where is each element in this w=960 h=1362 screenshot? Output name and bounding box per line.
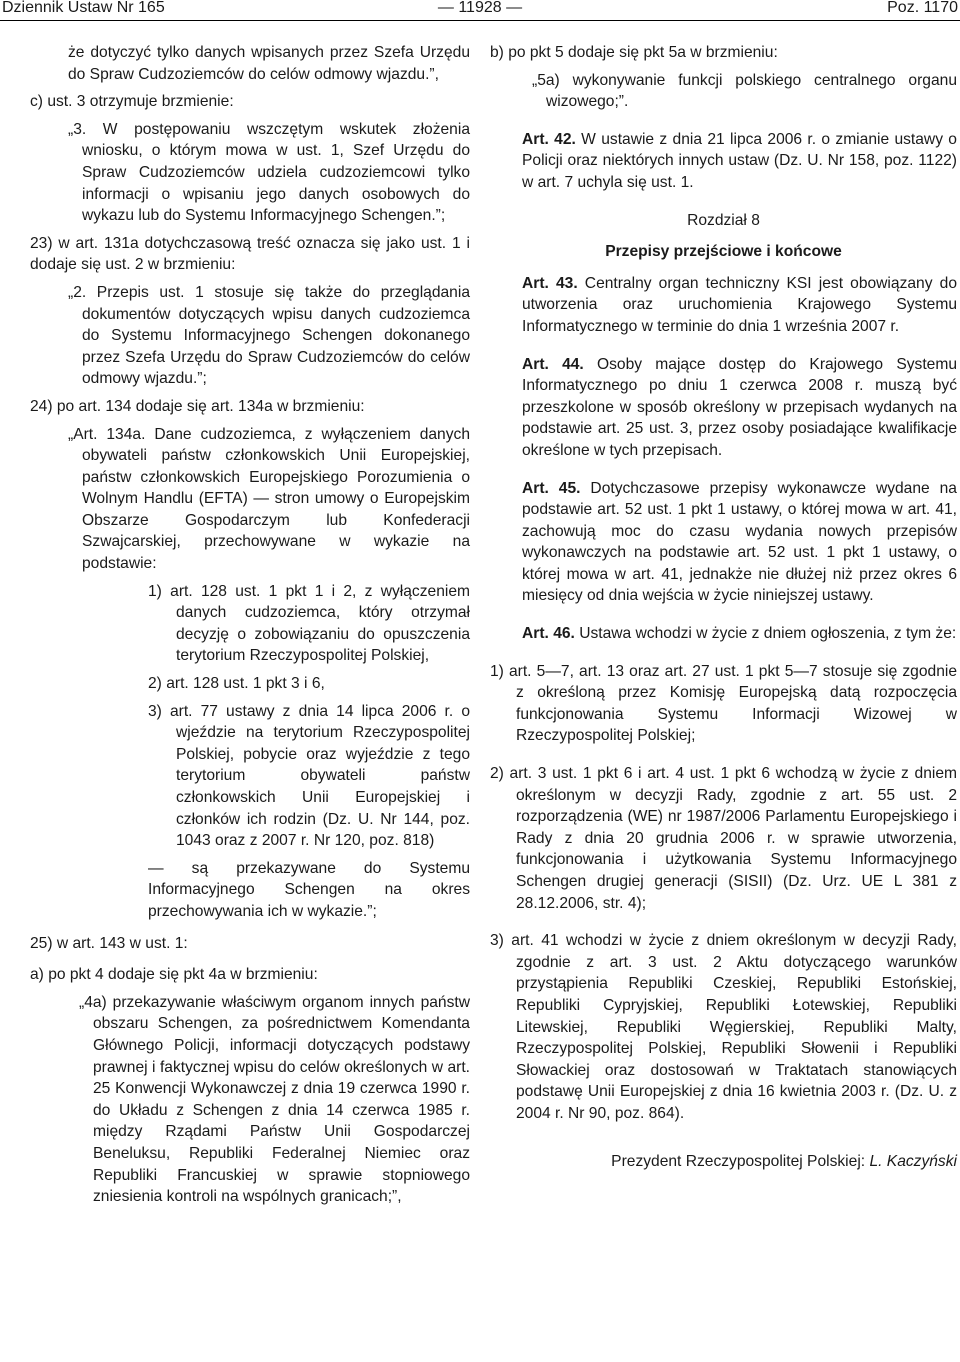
list-item: 1) art. 128 ust. 1 pkt 1 i 2, z wyłączeniem danych cudzoziemca, który otrzymał decyzję o zobowiązaniu do opuszczenia terytorium Rzeczypospolitej Polskiej, bbox=[148, 582, 470, 665]
page-number: — 11928 — bbox=[437, 0, 523, 16]
article-heading: Art. 46. bbox=[522, 625, 575, 643]
article-heading: Art. 42. bbox=[522, 130, 576, 148]
article-text: Centralny organ techniczny KSI jest obowiązany do utworzenia oraz uruchomienia Krajowego Systemu Informatycznego w terminie do dnia 1 września 2007 r. bbox=[522, 274, 957, 335]
article-text: W ustawie z dnia 21 lipca 2006 r. o zmianie ustawy o Policji oraz niektórych innych ustaw (Dz. U. Nr 158, poz. 1122) w art. 7 uchyla się ust. 1. bbox=[522, 130, 957, 191]
position-number: Poz. 1170 bbox=[887, 0, 958, 16]
article-42 bbox=[490, 129, 957, 194]
paragraph: 24) po art. 134 dodaje się art. 134a w brzmieniu: bbox=[30, 397, 365, 415]
signature-name: L. Kaczyński bbox=[869, 1152, 957, 1170]
list-item: 2) art. 128 ust. 1 pkt 3 i 6, bbox=[148, 675, 325, 693]
list-item: 3) art. 77 ustawy z dnia 14 lipca 2006 r. o wjeździe na terytorium Rzeczypospolitej Polskiej, pobycie oraz wyjeździe z tego terytorium obywateli państw członkowskich Unii Europejskiej i członków ich rodzin (Dz. U. Nr 144, poz. 1043 oraz z 2007 r. Nr 120, poz. 818) bbox=[148, 702, 470, 850]
article-heading: Art. 45. bbox=[522, 479, 581, 497]
paragraph: c) ust. 3 otrzymuje brzmienie: bbox=[30, 93, 234, 111]
paragraph: „5a) wykonywanie funkcji polskiego centralnego organu wizowego;”. bbox=[532, 71, 957, 111]
signature bbox=[490, 1151, 957, 1173]
list-item: 2) art. 3 ust. 1 pkt 6 i art. 4 ust. 1 pkt 6 wchodzą w życie z dniem określonym w decyzji Rady, zgodnie z art. 55 ust. 2 rozporządzenia (WE) nr 1987/2006 Parlamentu Europejskiego i Rady z dnia 20 grudnia 2006 r. w sprawie utworzenia, funkcjonowania i użytkowania Systemu Informacyjnego Schengen drugiej generacji (SISII) (Dz. Urz. UE L 381 z 28.12.2006, str. 4); bbox=[490, 765, 957, 912]
chapter-title: Przepisy przejściowe i końcowe bbox=[605, 243, 842, 261]
paragraph: a) po pkt 4 dodaje się pkt 4a w brzmieniu: bbox=[30, 966, 318, 984]
paragraph: 25) w art. 143 w ust. 1: bbox=[30, 934, 188, 952]
article-43 bbox=[490, 273, 957, 338]
list-item: 3) art. 41 wchodzi w życie z dniem określonym w decyzji Rady, zgodnie z art. 3 ust. 2 Aktu dotyczącego warunków przystąpienia Republiki Czeskiej, Republiki Estońskiej, Republiki Cypryjskiej, Republiki Łotewskiej, Republiki Litewskiej, Republiki Węgierskiej, Republiki Malty, Rzeczypospolitej Polskiej, Republiki Słowenii i Republiki Słowackiej oraz dostosowań w Traktatach stanowiących podstawę Unii Europejskiej z dnia 16 kwietnia 2003 r. (Dz. U. z 2004 r. Nr 90, poz. 864). bbox=[490, 932, 957, 1122]
right-column bbox=[490, 42, 957, 1172]
paragraph: b) po pkt 5 dodaje się pkt 5a w brzmieniu: bbox=[490, 44, 778, 61]
list-item: 1) art. 5—7, art. 13 oraz art. 27 ust. 1 pkt 5—7 stosuje się zgodnie z określoną przez Komisję Europejską datą rozpoczęcia funkcjonowania Systemu Informacji Wizowej w Rzeczypospolitej Polskiej; bbox=[490, 662, 957, 745]
header-divider bbox=[0, 20, 960, 21]
article-text: Ustawa wchodzi w życie z dniem ogłoszenia, z tym że: bbox=[574, 625, 957, 643]
paragraph: „3. W postępowaniu wszczętym wskutek złożenia wniosku, o którym mowa w ust. 1, Szef Urzędu do Spraw Cudzoziemców udziela cudzoziemcowi tylko informacji o wpisaniu jego danych osobowych do wykazu lub do Systemu Informacyjnego Schengen.”; bbox=[68, 120, 470, 225]
page-header bbox=[0, 0, 960, 20]
article-44 bbox=[490, 354, 957, 462]
paragraph: „2. Przepis ust. 1 stosuje się także do przeglądania dokumentów dotyczących wpisu danych cudzoziemca do Systemu Informacyjnego Schengen dokonanego przez Szefa Urzędu do Spraw Cudzoziemców do celów odmowy wjazdu.”; bbox=[68, 283, 470, 388]
article-heading: Art. 44. bbox=[522, 355, 584, 373]
paragraph: 23) w art. 131a dotychczasową treść oznacza się jako ust. 1 i dodaje się ust. 2 w brzmieniu: bbox=[30, 234, 470, 274]
signature-label: Prezydent Rzeczypospolitej Polskiej: bbox=[611, 1152, 870, 1170]
article-46 bbox=[490, 623, 957, 645]
article-text: Dotychczasowe przepisy wykonawcze wydane na podstawie art. 52 ust. 1 pkt 1 ustawy, o której mowa w art. 41, zachowują moc do czasu wydania nowych przepisów wykonawczych na podstawie art. 52 ust. 1 pkt 1 ustawy, o której mowa w art. 41, jednakże nie dłużej niż przez okres 6 miesięcy od dnia wejścia w życie niniejszej ustawy. bbox=[522, 479, 957, 605]
left-column bbox=[30, 42, 470, 1208]
article-text: Osoby mające dostęp do Krajowego Systemu Informatycznego po dniu 1 czerwca 2008 r. muszą być przeszkolone w sposób określony w przepisach wydanych na podstawie art. 25 ust. 3, przez osoby posiadające kwalifikacje określone w tych przepisach. bbox=[522, 355, 957, 459]
journal-title: Dziennik Ustaw Nr 165 bbox=[2, 0, 165, 16]
article-45 bbox=[490, 478, 957, 608]
paragraph: „Art. 134a. Dane cudzoziemca, z wyłączeniem danych obywateli państw członkowskich Unii Europejskiej, państw członkowskich Europejskiego Porozumienia o Wolnym Handlu (EFTA) — stron umowy o Europejskim Obszarze Gospodarczym lub Konfederacji Szwajcarskiej, przechowywane w wykazie na podstawie: bbox=[68, 425, 470, 573]
paragraph: że dotyczyć tylko danych wpisanych przez Szefa Urzędu do Spraw Cudzoziemców do celów odmowy wjazdu.”, bbox=[68, 44, 470, 83]
paragraph: „4a) przekazywanie właściwym organom innych państw obszaru Schengen, za pośrednictwem Komendanta Głównego Policji, informacji dotyczących podstawy prawnej i faktycznej wpisu do celów określonych w art. 25 Konwencji Wykonawczej z dnia 19 czerwca 1990 r. do Układu z Schengen z dnia 14 czerwca 1985 r. między Rządami Państw Unii Gospodarczej Beneluksu, Republiki Federalnej Niemiec oraz Republiki Francuskiej w sprawie stopniowego zniesienia kontroli na wspólnych granicach;”, bbox=[79, 993, 470, 1206]
paragraph: — są przekazywane do Systemu Informacyjnego Schengen na okres przechowywania ich w wykazie.”; bbox=[148, 859, 470, 920]
article-heading: Art. 43. bbox=[522, 274, 578, 292]
chapter-number: Rozdział 8 bbox=[687, 211, 760, 229]
